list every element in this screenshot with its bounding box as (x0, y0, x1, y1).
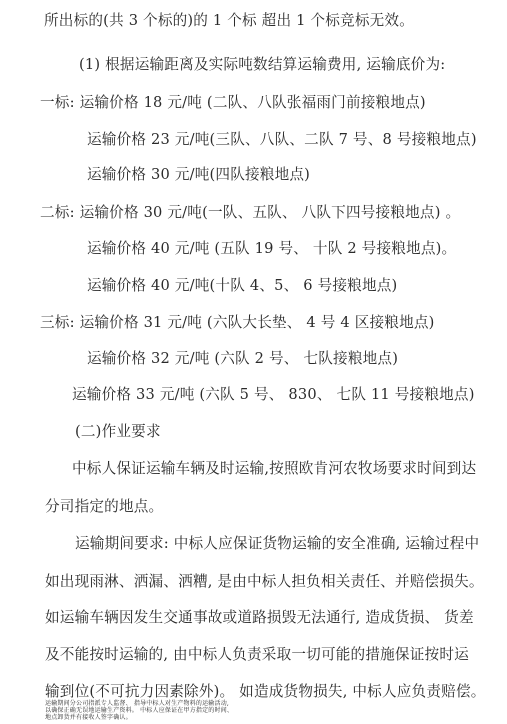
bid-one-price-2: 运输价格 23 元/吨(三队、八队、二队 7 号、8 号接粮地点) (87, 131, 477, 148)
bid-three-row (40, 313, 435, 333)
bid-three-price-2: 运输价格 32 元/吨 (六队 2 号、 七队接粮地点) (87, 350, 399, 367)
bid-two-price-1: 运输价格 30 元/吨(一队、五队、 八队下四号接粮地点) 。 (79, 204, 461, 221)
paragraph-2-line-5: 输到位(不可抗力因素除外)。 如造成货物损失, 中标人应负责赔偿。 (45, 683, 486, 700)
paragraph-2-line-4: 及不能按时运输的, 由中标人负责采取一切可能的措施保证按时运 (45, 646, 469, 663)
paragraph-2-line-8: 地点卸货并有接收人签字确认。 (45, 714, 132, 721)
bid-one-label: 一标: (40, 94, 75, 111)
bid-one-price-3: 运输价格 30 元/吨(四队接粮地点) (87, 166, 311, 183)
text-line-2: (1) 根据运输距离及实际吨数结算运输费用, 运输底价为: (79, 56, 446, 73)
text-line-1: 所出标的(共 3 个标的)的 1 个标 超出 1 个标竞标无效。 (44, 12, 414, 29)
paragraph-1-line-1: 中标人保证运输车辆及时运输,按照欧肯河农牧场要求时间到达 (72, 460, 477, 477)
bid-one-row (40, 93, 426, 113)
paragraph-2-line-1: 运输期间要求: 中标人应保证货物运输的安全准确, 运输过程中 (75, 535, 480, 552)
bid-two-row (40, 203, 460, 223)
paragraph-2-line-7: 以确保正确无误地运输生产资料。 中标人应保证在甲方指定的时间、 (45, 707, 234, 714)
bid-two-label: 二标: (40, 204, 75, 221)
paragraph-2-line-2: 如出现雨淋、洒漏、洒糟, 是由中标人担负相关责任、并赔偿损失。 (45, 573, 484, 590)
bid-one-price-1: 运输价格 18 元/吨 (二队、八队张福雨门前接粮地点) (79, 94, 426, 111)
bid-two-price-3: 运输价格 40 元/吨(十队 4、5、 6 号接粮地点) (87, 277, 398, 294)
bid-three-price-3: 运输价格 33 元/吨 (六队 5 号、 830、 七队 11 号接粮地点) (72, 386, 475, 403)
paragraph-1-line-2: 分司指定的地点。 (45, 498, 164, 515)
paragraph-2-line-3: 如运输车辆因发生交通事故或道路损毁无法通行, 造成货损、 货差 (45, 609, 474, 626)
bid-two-price-2: 运输价格 40 元/吨 (五队 19 号、 十队 2 号接粮地点)。 (87, 240, 457, 257)
section-heading-work-requirements: (二)作业要求 (75, 423, 161, 440)
paragraph-2-line-6: 运输期间分公司指派专人监督、 指导中标人对生产物料的运输活动, (45, 700, 230, 707)
bid-three-price-1: 运输价格 31 元/吨 (六队大长垫、 4 号 4 区接粮地点) (79, 314, 435, 331)
bid-three-label: 三标: (40, 314, 75, 331)
